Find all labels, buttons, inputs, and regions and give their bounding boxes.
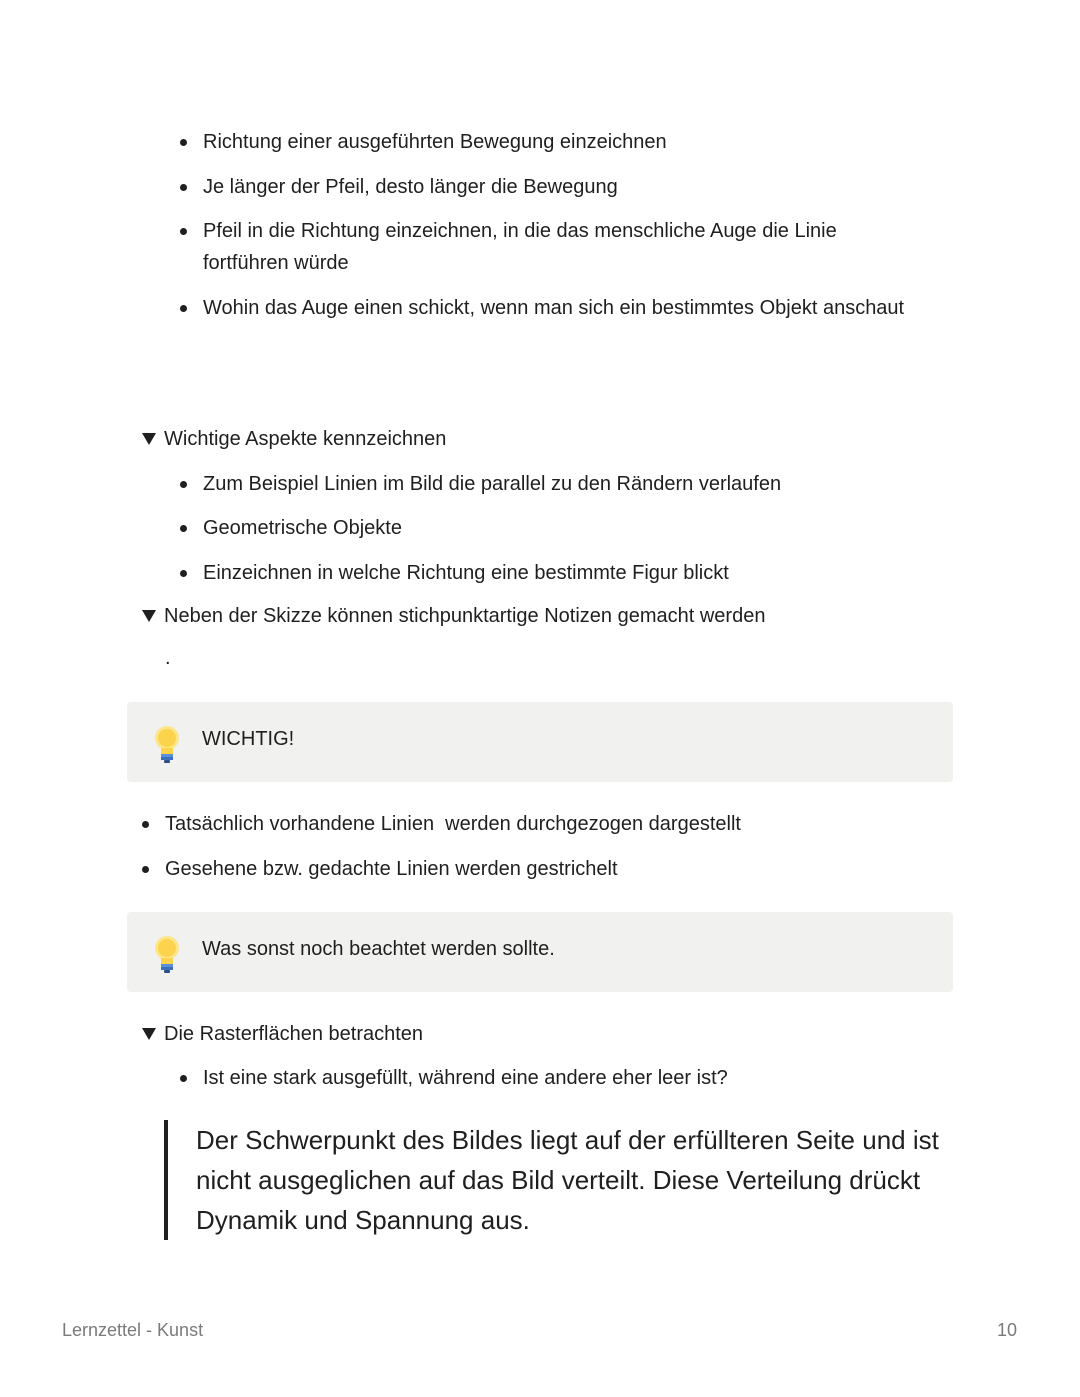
lightbulb-icon [151,724,183,766]
list-item: Pfeil in die Richtung einzeichnen, in die das menschliche Auge die Linie fortführen würde [180,215,920,279]
list-item: Tatsächlich vorhandene Linien werden durchgezogen dargestellt [142,808,962,840]
triangle-down-icon[interactable] [142,433,156,445]
list-item: Je länger der Pfeil, desto länger die Bewegung [180,171,980,203]
triangle-down-icon[interactable] [142,610,156,622]
page-number: 10 [996,1320,1017,1340]
list-item: Geometrische Objekte [180,512,980,544]
callout-text: WICHTIG! [202,728,295,750]
stray-dot: . [165,647,171,669]
toggle-rasterflaechen[interactable] [142,1018,423,1050]
list-item: Einzeichnen in welche Richtung eine bestimmte Figur blickt [180,557,980,589]
list-item: Zum Beispiel Linien im Bild die parallel zu den Rändern verlaufen [180,468,980,500]
quote-bar [164,1120,168,1240]
quote-text: Der Schwerpunkt des Bildes liegt auf der erfüllteren Seite und ist nicht ausgeglichen auf das Bild verteilt. Diese Verteilung drückt Dynamik und Spannung aus. [196,1125,939,1235]
list-item: Gesehene bzw. gedachte Linien werden gestrichelt [142,853,962,885]
list-item: Wohin das Auge einen schickt, wenn man sich ein bestimmtes Objekt anschaut [180,292,980,324]
callout-wichtig [127,702,953,782]
callout-beachten [127,912,953,992]
toggle-title: Die Rasterflächen betrachten [164,1023,424,1045]
toggle-title: Neben der Skizze können stichpunktartige Notizen gemacht werden [164,605,766,627]
list-item: Richtung einer ausgeführten Bewegung einzeichnen [180,126,980,158]
toggle-wichtige-aspekte[interactable] [142,423,446,455]
list-item: Ist eine stark ausgefüllt, während eine andere eher leer ist? [180,1062,980,1094]
callout-text: Was sonst noch beachtet werden sollte. [202,938,555,960]
toggle-title: Wichtige Aspekte kennzeichnen [164,428,447,450]
lightbulb-icon [151,934,183,976]
triangle-down-icon[interactable] [142,1028,156,1040]
footer-title: Lernzettel - Kunst [62,1320,204,1340]
toggle-neben-der-skizze[interactable] [142,600,765,632]
